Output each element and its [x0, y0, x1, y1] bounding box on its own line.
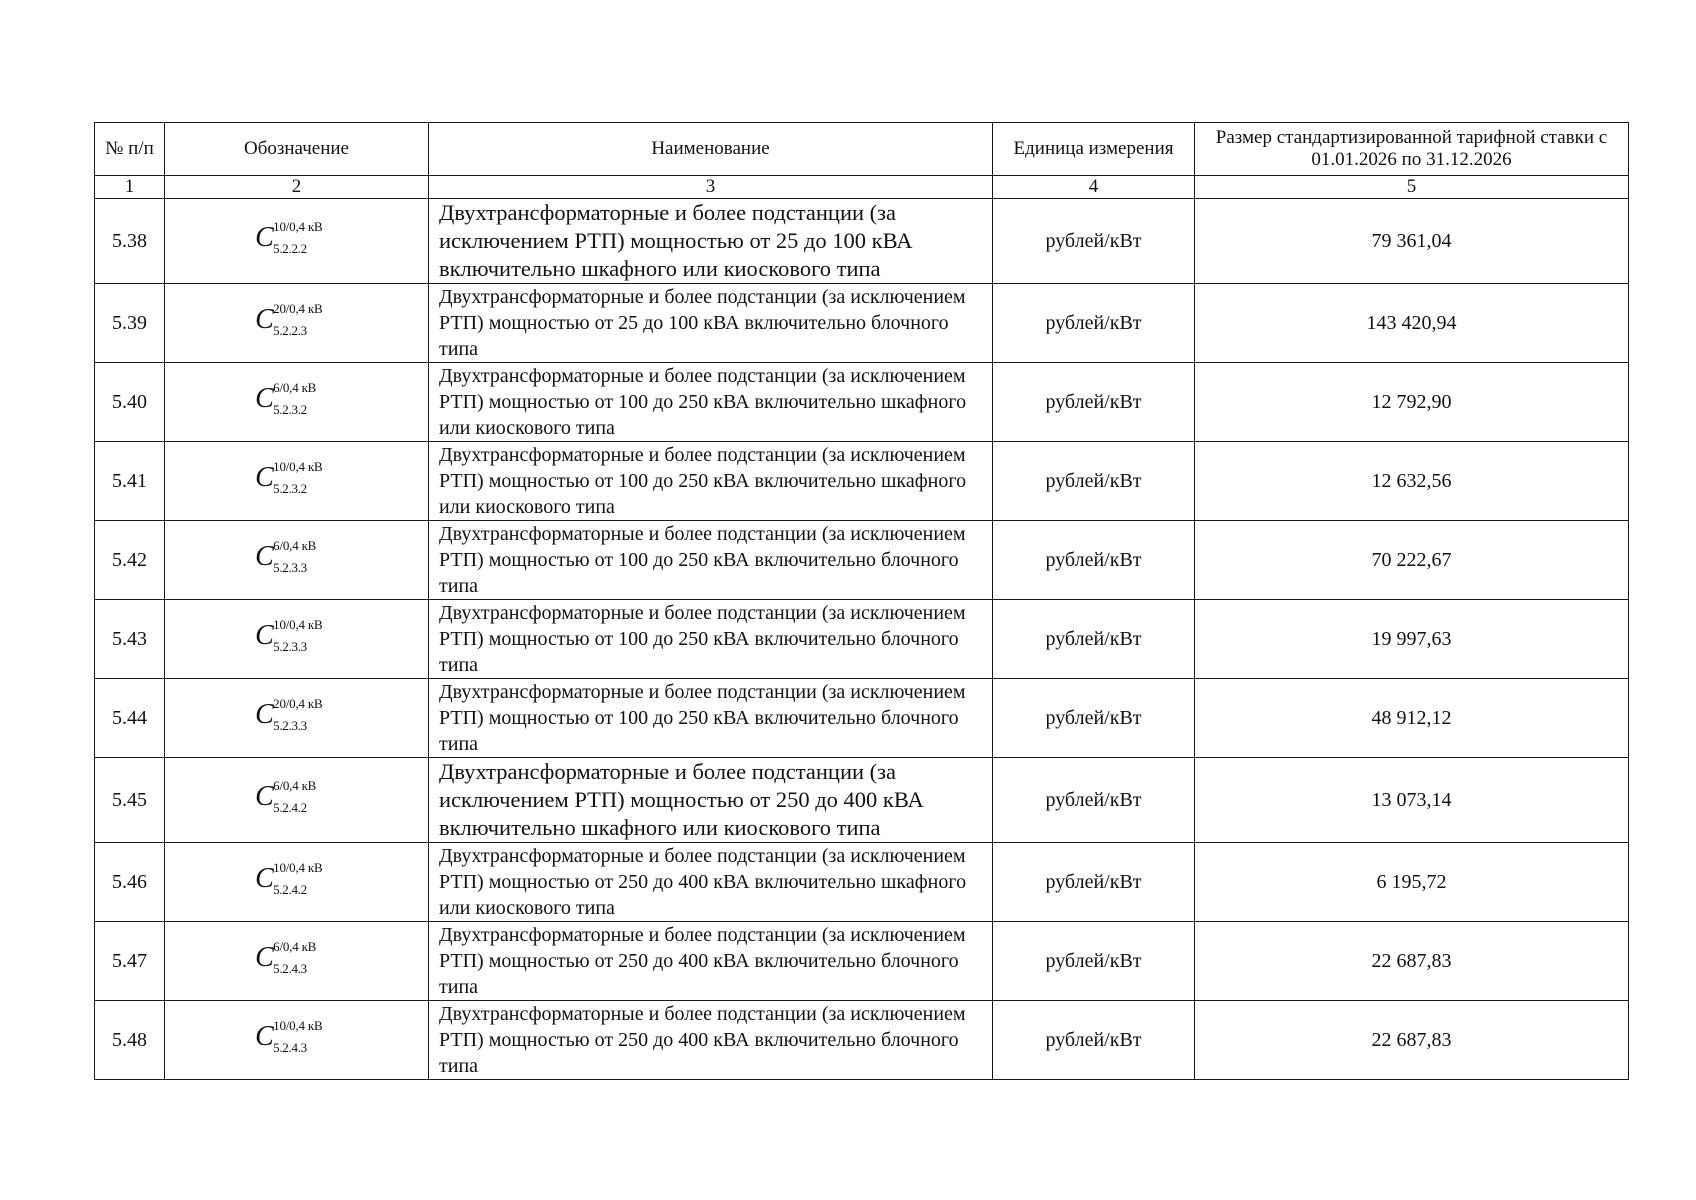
tariff-symbol-index: 5.2.3.3: [273, 718, 307, 733]
row-rate-value: 19 997,63: [1195, 600, 1629, 679]
table-row: [95, 521, 1629, 600]
tariff-symbol-voltage: 10/0,4 кВ: [273, 459, 323, 474]
tariff-table: [94, 122, 1629, 1080]
table-header-row: [95, 123, 1629, 176]
tariff-symbol-voltage: 6/0,4 кВ: [273, 538, 317, 553]
row-name: Двухтрансформаторные и более подстанции (за исключением РТП) мощностью от 100 до 250 кВА включительно блочного типа: [429, 521, 993, 600]
row-number: 5.42: [95, 521, 165, 600]
row-unit: рублей/кВт: [993, 284, 1195, 363]
column-number: 1: [95, 176, 165, 199]
tariff-symbol-base: C: [255, 942, 274, 973]
tariff-symbol-index: 5.2.4.3: [273, 1040, 307, 1055]
tariff-symbol-index: 5.2.4.3: [273, 961, 307, 976]
row-number: 5.45: [95, 758, 165, 843]
header-unit: Единица измерения: [993, 123, 1195, 176]
table-row: [95, 600, 1629, 679]
tariff-symbol-base: C: [255, 541, 274, 572]
row-name: Двухтрансформаторные и более подстанции (за исключением РТП) мощностью от 100 до 250 кВА включительно блочного типа: [429, 600, 993, 679]
row-number: 5.48: [95, 1001, 165, 1080]
row-symbol-cell: [165, 922, 429, 1001]
row-symbol-cell: [165, 1001, 429, 1080]
tariff-symbol-base: C: [255, 863, 274, 894]
row-number: 5.38: [95, 199, 165, 284]
tariff-symbol: [255, 778, 338, 817]
tariff-symbol: [255, 380, 338, 419]
header-name: Наименование: [429, 123, 993, 176]
table-row: [95, 843, 1629, 922]
header-symbol: Обозначение: [165, 123, 429, 176]
row-name: Двухтрансформаторные и более подстанции (за исключением РТП) мощностью от 250 до 400 кВА включительно шкафного или киоскового типа: [429, 843, 993, 922]
row-unit: рублей/кВт: [993, 442, 1195, 521]
row-rate-value: 13 073,14: [1195, 758, 1629, 843]
row-symbol-cell: [165, 600, 429, 679]
row-rate-value: 12 792,90: [1195, 363, 1629, 442]
tariff-symbol-voltage: 10/0,4 кВ: [273, 219, 323, 234]
tariff-symbol: [255, 538, 338, 577]
row-rate-value: 143 420,94: [1195, 284, 1629, 363]
tariff-symbol-base: C: [255, 620, 274, 651]
row-symbol-cell: [165, 284, 429, 363]
tariff-symbol-voltage: 6/0,4 кВ: [273, 380, 317, 395]
tariff-symbol: [255, 939, 338, 978]
row-name: Двухтрансформаторные и более подстанции (за исключением РТП) мощностью от 250 до 400 кВА включительно шкафного или киоскового типа: [429, 758, 993, 843]
table-row: [95, 758, 1629, 843]
row-name: Двухтрансформаторные и более подстанции (за исключением РТП) мощностью от 250 до 400 кВА включительно блочного типа: [429, 922, 993, 1001]
row-name: Двухтрансформаторные и более подстанции (за исключением РТП) мощностью от 100 до 250 кВА включительно шкафного или киоскового типа: [429, 442, 993, 521]
tariff-symbol-index: 5.2.2.2: [273, 241, 307, 256]
table-row: [95, 1001, 1629, 1080]
row-unit: рублей/кВт: [993, 1001, 1195, 1080]
tariff-symbol-voltage: 6/0,4 кВ: [273, 778, 317, 793]
row-rate-value: 12 632,56: [1195, 442, 1629, 521]
tariff-symbol-index: 5.2.3.3: [273, 560, 307, 575]
tariff-symbol-base: C: [255, 1021, 274, 1052]
tariff-symbol: [255, 696, 338, 735]
row-name: Двухтрансформаторные и более подстанции (за исключением РТП) мощностью от 250 до 400 кВА включительно блочного типа: [429, 1001, 993, 1080]
row-symbol-cell: [165, 199, 429, 284]
tariff-symbol: [255, 459, 338, 498]
tariff-symbol-base: C: [255, 781, 274, 812]
tariff-symbol: [255, 1018, 338, 1057]
tariff-symbol-base: C: [255, 383, 274, 414]
row-unit: рублей/кВт: [993, 199, 1195, 284]
table-row: [95, 922, 1629, 1001]
tariff-symbol-base: C: [255, 462, 274, 493]
row-name: Двухтрансформаторные и более подстанции (за исключением РТП) мощностью от 25 до 100 кВА включительно шкафного или киоскового типа: [429, 199, 993, 284]
table-row: [95, 442, 1629, 521]
tariff-symbol-voltage: 20/0,4 кВ: [273, 301, 323, 316]
row-rate-value: 6 195,72: [1195, 843, 1629, 922]
header-rate: Размер стандартизированной тарифной ставки с 01.01.2026 по 31.12.2026: [1195, 123, 1629, 176]
tariff-symbol-voltage: 6/0,4 кВ: [273, 939, 317, 954]
row-rate-value: 70 222,67: [1195, 521, 1629, 600]
row-number: 5.41: [95, 442, 165, 521]
tariff-symbol-base: C: [255, 222, 274, 253]
tariff-symbol: [255, 301, 338, 340]
row-number: 5.46: [95, 843, 165, 922]
table-row: [95, 363, 1629, 442]
tariff-symbol-base: C: [255, 304, 274, 335]
row-number: 5.47: [95, 922, 165, 1001]
row-symbol-cell: [165, 758, 429, 843]
row-symbol-cell: [165, 363, 429, 442]
row-number: 5.39: [95, 284, 165, 363]
table-body: [95, 199, 1629, 1080]
row-unit: рублей/кВт: [993, 521, 1195, 600]
table-row: [95, 199, 1629, 284]
row-rate-value: 48 912,12: [1195, 679, 1629, 758]
tariff-symbol: [255, 617, 338, 656]
row-unit: рублей/кВт: [993, 843, 1195, 922]
row-rate-value: 22 687,83: [1195, 1001, 1629, 1080]
tariff-symbol-index: 5.2.3.2: [273, 481, 307, 496]
table-row: [95, 679, 1629, 758]
tariff-symbol-base: C: [255, 699, 274, 730]
column-number: 4: [993, 176, 1195, 199]
table-row: [95, 284, 1629, 363]
tariff-symbol-index: 5.2.3.2: [273, 402, 307, 417]
tariff-symbol-index: 5.2.3.3: [273, 639, 307, 654]
header-number: № п/п: [95, 123, 165, 176]
tariff-symbol-index: 5.2.4.2: [273, 800, 307, 815]
row-unit: рублей/кВт: [993, 363, 1195, 442]
tariff-symbol: [255, 219, 338, 258]
row-unit: рублей/кВт: [993, 758, 1195, 843]
row-symbol-cell: [165, 843, 429, 922]
tariff-symbol-voltage: 10/0,4 кВ: [273, 617, 323, 632]
row-symbol-cell: [165, 679, 429, 758]
column-number: 5: [1195, 176, 1629, 199]
row-rate-value: 22 687,83: [1195, 922, 1629, 1001]
tariff-symbol-voltage: 10/0,4 кВ: [273, 860, 323, 875]
tariff-symbol-index: 5.2.4.2: [273, 882, 307, 897]
tariff-symbol-index: 5.2.2.3: [273, 323, 307, 338]
row-unit: рублей/кВт: [993, 679, 1195, 758]
row-unit: рублей/кВт: [993, 600, 1195, 679]
tariff-symbol-voltage: 20/0,4 кВ: [273, 696, 323, 711]
column-number: 3: [429, 176, 993, 199]
row-number: 5.43: [95, 600, 165, 679]
tariff-symbol-voltage: 10/0,4 кВ: [273, 1018, 323, 1033]
column-number: 2: [165, 176, 429, 199]
row-name: Двухтрансформаторные и более подстанции (за исключением РТП) мощностью от 100 до 250 кВА включительно шкафного или киоскового типа: [429, 363, 993, 442]
row-name: Двухтрансформаторные и более подстанции (за исключением РТП) мощностью от 25 до 100 кВА включительно блочного типа: [429, 284, 993, 363]
row-symbol-cell: [165, 521, 429, 600]
row-number: 5.40: [95, 363, 165, 442]
row-number: 5.44: [95, 679, 165, 758]
tariff-symbol: [255, 860, 338, 899]
row-symbol-cell: [165, 442, 429, 521]
column-number-row: [95, 176, 1629, 199]
row-name: Двухтрансформаторные и более подстанции (за исключением РТП) мощностью от 100 до 250 кВА включительно блочного типа: [429, 679, 993, 758]
row-rate-value: 79 361,04: [1195, 199, 1629, 284]
row-unit: рублей/кВт: [993, 922, 1195, 1001]
